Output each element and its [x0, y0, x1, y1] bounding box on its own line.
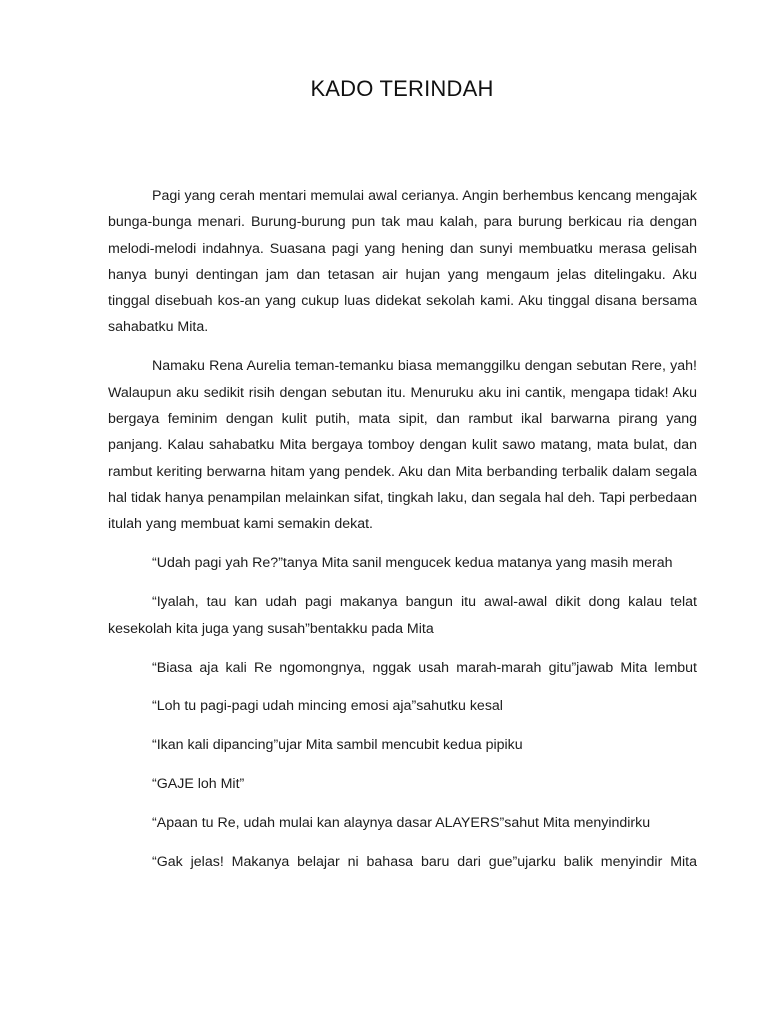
dialogue-line: “Apaan tu Re, udah mulai kan alaynya dasar ALAYERS”sahut Mita menyindirku: [152, 815, 651, 832]
dialogue-line: “Gak jelas! Makanya belajar ni bahasa baru dari gue”ujarku balik menyindir Mita: [152, 854, 697, 871]
document-body: [108, 183, 697, 888]
document-title: KADO TERINDAH: [310, 76, 494, 101]
dialogue-line: “Biasa aja kali Re ngomongnya, nggak usah marah-marah gitu”jawab Mita lembut: [152, 659, 697, 676]
dialogue-line: “Loh tu pagi-pagi udah mincing emosi aja”sahutku kesal: [152, 698, 503, 715]
dialogue-line: “Ikan kali dipancing”ujar Mita sambil mencubit kedua pipiku: [152, 737, 523, 754]
dialogue-line: “Iyalah, tau kan udah pagi makanya bangun itu awal-awal dikit dong kalau telat kesekolah kita juga yang susah”bentakku pada Mita: [108, 594, 697, 637]
paragraph-introduction: Namaku Rena Aurelia teman-temanku biasa memanggilku dengan sebutan Rere, yah! Walaupun aku sedikit risih dengan sebutan itu. Menuruku aku ini cantik, mengapa tidak! Aku bergaya feminim dengan kulit putih, mata sipit, dan rambut ikal barwarna pirang yang panjang. Kalau sahabatku Mita bergaya tomboy dengan kulit sawo matang, mata bulat, dan rambut keriting berwarna hitam yang pendek. Aku dan Mita berbanding terbalik dalam segala hal tidak hanya penampilan melainkan sifat, tingkah laku, dan segala hal deh. Tapi perbedaan itulah yang membuat kami semakin dekat.: [108, 358, 697, 533]
dialogue-line: “GAJE loh Mit”: [152, 776, 245, 793]
paragraph-morning: Pagi yang cerah mentari memulai awal cerianya. Angin berhembus kencang mengajak bunga-bunga menari. Burung-burung pun tak mau kalah, para burung berkicau ria dengan melodi-melodi indahnya. Suasana pagi yang hening dan sunyi membuatku merasa gelisah hanya bunyi dentingan jam dan tetasan air hujan yang mengaum jelas ditelingaku. Aku tinggal disebuah kos-an yang cukup luas didekat sekolah kami. Aku tinggal disana bersama sahabatku Mita.: [108, 188, 697, 336]
dialogue-line: “Udah pagi yah Re?”tanya Mita sanil mengucek kedua matanya yang masih merah: [152, 555, 673, 572]
